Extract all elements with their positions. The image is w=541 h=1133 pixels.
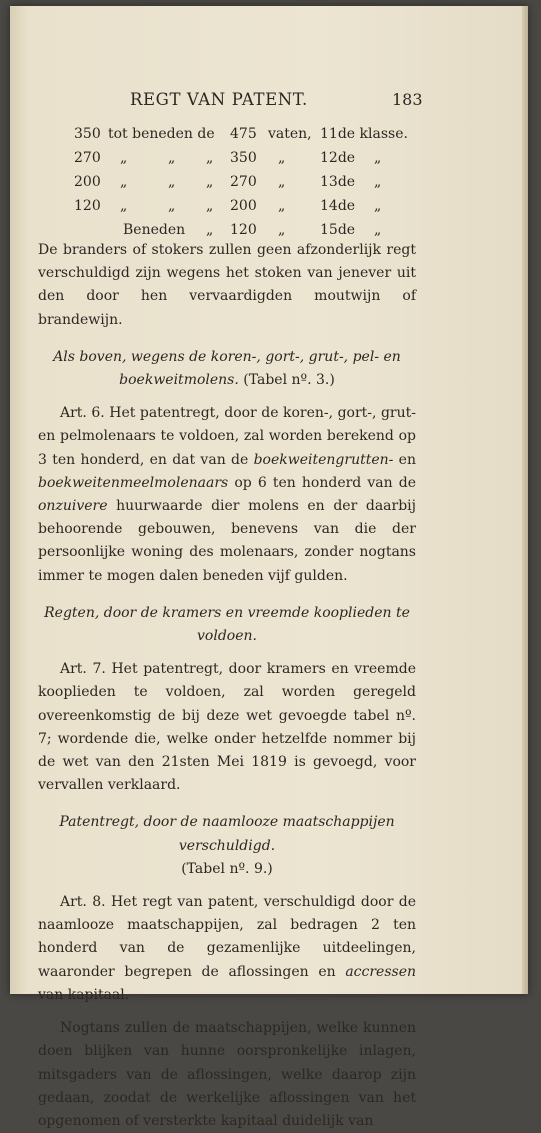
ditto-mark: „	[206, 150, 214, 166]
ditto-mark: „	[120, 174, 128, 190]
ditto-mark: „	[206, 198, 214, 214]
range-class: 14de	[320, 198, 356, 214]
range-class: 15de	[320, 222, 356, 238]
range-to: 200	[230, 198, 257, 214]
section-heading-molens	[38, 346, 416, 392]
range-from: 200	[74, 174, 101, 190]
range-unit: vaten,	[268, 126, 312, 142]
ditto-mark: „	[168, 174, 176, 190]
ditto-mark: „	[120, 150, 128, 166]
ditto-mark: „	[206, 222, 214, 238]
paragraph-art-8: Art. 8. Het regt van patent, verschuldigd door de naamlooze maatschappijen, zal bedragen 2 ten honderd van de gezamenlijke uitdeelingen, waaronder begrepen de aflossingen en accressen van kapitaal.	[38, 894, 416, 1003]
ditto-mark: „	[374, 198, 382, 214]
ditto-mark: „	[278, 150, 286, 166]
table-row	[10, 172, 528, 196]
range-to: 120	[230, 222, 257, 238]
book-page	[10, 6, 528, 1129]
range-class: 13de	[320, 174, 356, 190]
ditto-mark: „	[374, 222, 382, 238]
range-from: Beneden	[123, 222, 186, 238]
ditto-mark: „	[278, 174, 286, 190]
paragraph-art-6: Art. 6. Het patentregt, door de koren-, gort-, grut- en pelmolenaars te voldoen, zal worden berekend op 3 ten honderd, en dat van de boekweitengrutten- en boekweitenmeelmolenaars op 6 ten honderd van de onzuivere huurwaarde dier molens en der daarbij behoorende gebouwen, benevens van die der persoonlijke woning des molenaars, zonder nogtans immer te mogen dalen beneden vijf gulden.	[38, 405, 416, 584]
ditto-mark: „	[168, 198, 176, 214]
range-word: tot beneden de	[108, 126, 215, 142]
table-row	[10, 148, 528, 172]
table-row	[10, 196, 528, 220]
ditto-mark: „	[374, 150, 382, 166]
range-to: 475	[230, 126, 257, 142]
body-text	[38, 239, 416, 1133]
paragraph-art-7: Art. 7. Het patentregt, door kramers en vreemde kooplieden te voldoen, zal worden geregeld overeenkomstig de bij deze wet gevoegde tabel nº. 7; wordende die, welke onder hetzelfde nommer bij de wet van den 21sten Mei 1819 is gevoegd, voor vervallen verklaard.	[38, 661, 416, 794]
table-row	[10, 124, 528, 148]
ditto-mark: „	[278, 222, 286, 238]
range-to: 350	[230, 150, 257, 166]
ditto-mark: „	[168, 150, 176, 166]
ditto-mark: „	[374, 174, 382, 190]
ditto-mark: „	[120, 198, 128, 214]
page-header	[10, 90, 528, 114]
heading-text: Als boven, wegens de koren-, gort-, grut-, pel- en boekweitmolens.	[53, 348, 401, 389]
range-from: 270	[74, 150, 101, 166]
section-heading-maatschappijen: Patentregt, door de naamlooze maatschappijen verschuldigd.	[59, 814, 395, 854]
range-to: 270	[230, 174, 257, 190]
running-head: REGT VAN PATENT.	[130, 90, 308, 109]
table-reference: (Tabel nº. 9.)	[181, 860, 273, 877]
rate-table	[10, 124, 528, 244]
table-reference: (Tabel nº. 3.)	[243, 372, 335, 389]
paragraph-branders: De branders of stokers zullen geen afzonderlijk regt verschuldigd zijn wegens het stoken van jenever uit den door hen vervaardigden moutwijn of brandewijn.	[38, 242, 416, 328]
ditto-mark: „	[206, 174, 214, 190]
section-heading-kramers: Regten, door de kramers en vreemde kooplieden te voldoen.	[44, 604, 410, 645]
range-class: 12de	[320, 150, 356, 166]
range-from: 120	[74, 198, 101, 214]
range-class: 11de klasse.	[320, 126, 408, 142]
range-from: 350	[74, 126, 101, 142]
page-number: 183	[392, 90, 423, 109]
ditto-mark: „	[278, 198, 286, 214]
paragraph-nogtans: Nogtans zullen de maatschappijen, welke kunnen doen blijken van hunne oorspronkelijke inlagen, mitsgaders van de aflossingen, welke daarop zijn gedaan, zoodat de werkelijke aflossingen van het opgenomen of versterkte kapitaal duidelijk van	[38, 1020, 416, 1129]
